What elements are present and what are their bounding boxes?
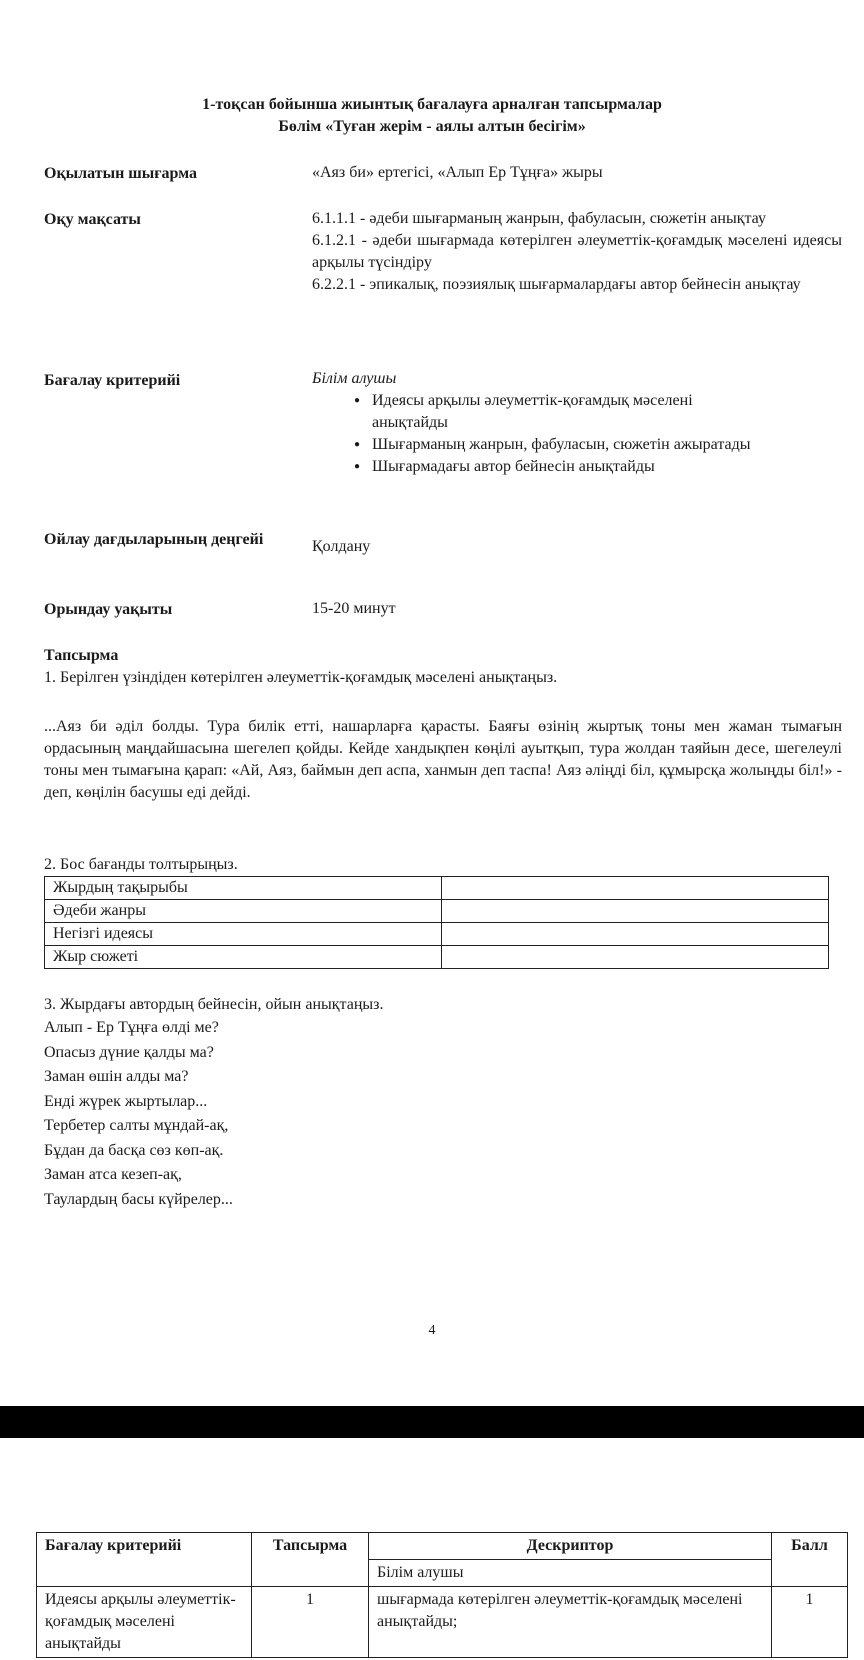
goal-item: 6.1.1.1 - әдеби шығарманың жанрын, фабуласын, сюжетін анықтау — [312, 210, 766, 227]
time-value: 15-20 минут — [312, 600, 396, 617]
excerpt-text: ...Аяз би әділ болды. Тура билік етті, нашарларға қарасты. Баяғы өзінің жыртық тоны мен жаман тымағын ордасының маңдайшасына шегелеп қойды. Кейде хандықпен көңілі ауытқып, тура жолдан таяйын десе, шегелеулі тоны мен тымағына қарап: «Ай, Аяз, баймын деп аспа, ханмын деп таспа! Аяз әліңді біл, құмырсқа жолыңды біл!» - деп, көңілін басушы еді дейді. — [44, 718, 842, 801]
poem-line: Таулардың басы күйрелер... — [44, 1190, 233, 1208]
goal-label: Оқу мақсаты — [44, 211, 141, 228]
level-value: Қолдану — [312, 538, 371, 555]
goal-item: 6.1.2.1 - әдеби шығармада көтерілген әлеуметтік-қоғамдық мәселені идеясы арқылы түсіндіру — [312, 232, 842, 271]
table-row — [45, 923, 829, 946]
table-row — [45, 946, 829, 969]
poem-line: Алып - Ер Тұңға өлді ме? — [44, 1019, 219, 1036]
criteria-block — [312, 368, 842, 478]
subheader-student: Білім алушы — [369, 1560, 772, 1587]
table-row — [37, 1587, 848, 1658]
time-label: Орындау уақыты — [44, 601, 173, 618]
header-task: Тапсырма — [252, 1533, 369, 1587]
criterion-cell: Идеясы арқылы әлеуметтік-қоғамдық мәселені анықтайды — [37, 1587, 252, 1658]
header-criterion: Бағалау критерийі — [37, 1533, 252, 1587]
answer-cell[interactable] — [442, 923, 829, 946]
poem — [44, 1016, 842, 1212]
goal-item: 6.2.2.1 - эпикалық, поэзиялық шығармалардағы автор бейнесін анықтау — [312, 276, 801, 293]
table-header-row — [37, 1533, 848, 1560]
answer-cell[interactable] — [442, 946, 829, 969]
criteria-item: ● Шығармадағы автор бейнесін анықтайды — [312, 456, 752, 478]
criteria-table — [36, 1532, 848, 1658]
document-title: 1-тоқсан бойынша жиынтық бағалауға арналған тапсырмалар — [202, 96, 662, 113]
work-label: Оқылатын шығарма — [44, 165, 197, 182]
poem-line: Бұдан да басқа сөз көп-ақ. — [44, 1141, 224, 1159]
score-cell: 1 — [772, 1587, 848, 1658]
criteria-item: ● Идеясы арқылы әлеуметтік-қоғамдық мәселені анықтайды — [312, 390, 752, 434]
descriptor-cell: шығармада көтерілген әлеуметтік-қоғамдық мәселені анықтайды; — [369, 1587, 772, 1658]
level-label: Ойлау дағдыларының деңгейі — [44, 531, 264, 548]
criteria-item: ● Шығарманың жанрын, фабуласын, сюжетін ажыратады — [312, 434, 752, 456]
header-score: Балл — [772, 1533, 848, 1587]
criteria-label: Бағалау критерийі — [44, 372, 181, 389]
page-separator — [0, 1406, 864, 1438]
task-heading: Тапсырма — [44, 647, 119, 664]
header-descriptor: Дескриптор — [369, 1533, 772, 1560]
poem-line: Заман атса кезеп-ақ, — [44, 1166, 182, 1183]
question-3: 3. Жырдағы автордың бейнесін, ойын анықтаңыз. — [44, 996, 384, 1013]
work-value: «Аяз би» ертегісі, «Алып Ер Тұңға» жыры — [312, 164, 603, 181]
criteria-list — [312, 390, 752, 478]
answer-cell[interactable] — [442, 900, 829, 923]
poem-line: Опасыз дүние қалды ма? — [44, 1043, 214, 1061]
row-label: Жырдың тақырыбы — [45, 877, 442, 900]
poem-line: Енді жүрек жыртылар... — [44, 1092, 208, 1110]
criteria-intro: Білім алушы — [312, 370, 397, 387]
task-cell: 1 — [252, 1587, 369, 1658]
table-row — [45, 900, 829, 923]
fill-table — [44, 876, 829, 969]
poem-line: Заман өшін алды ма? — [44, 1068, 189, 1085]
question-1: 1. Берілген үзіндіден көтерілген әлеуметтік-қоғамдық мәселені анықтаңыз. — [44, 669, 558, 686]
answer-cell[interactable] — [442, 877, 829, 900]
row-label: Әдеби жанры — [45, 900, 442, 923]
table-row — [45, 877, 829, 900]
question-2: 2. Бос бағанды толтырыңыз. — [44, 856, 238, 873]
poem-line: Тербетер салты мұндай-ақ, — [44, 1117, 229, 1134]
goal-list — [312, 208, 842, 296]
row-label: Жыр сюжеті — [45, 946, 442, 969]
row-label: Негізгі идеясы — [45, 923, 442, 946]
page-number: 4 — [428, 1323, 436, 1338]
section-title: Бөлім «Туған жерім - аялы алтын бесігім» — [278, 118, 586, 135]
